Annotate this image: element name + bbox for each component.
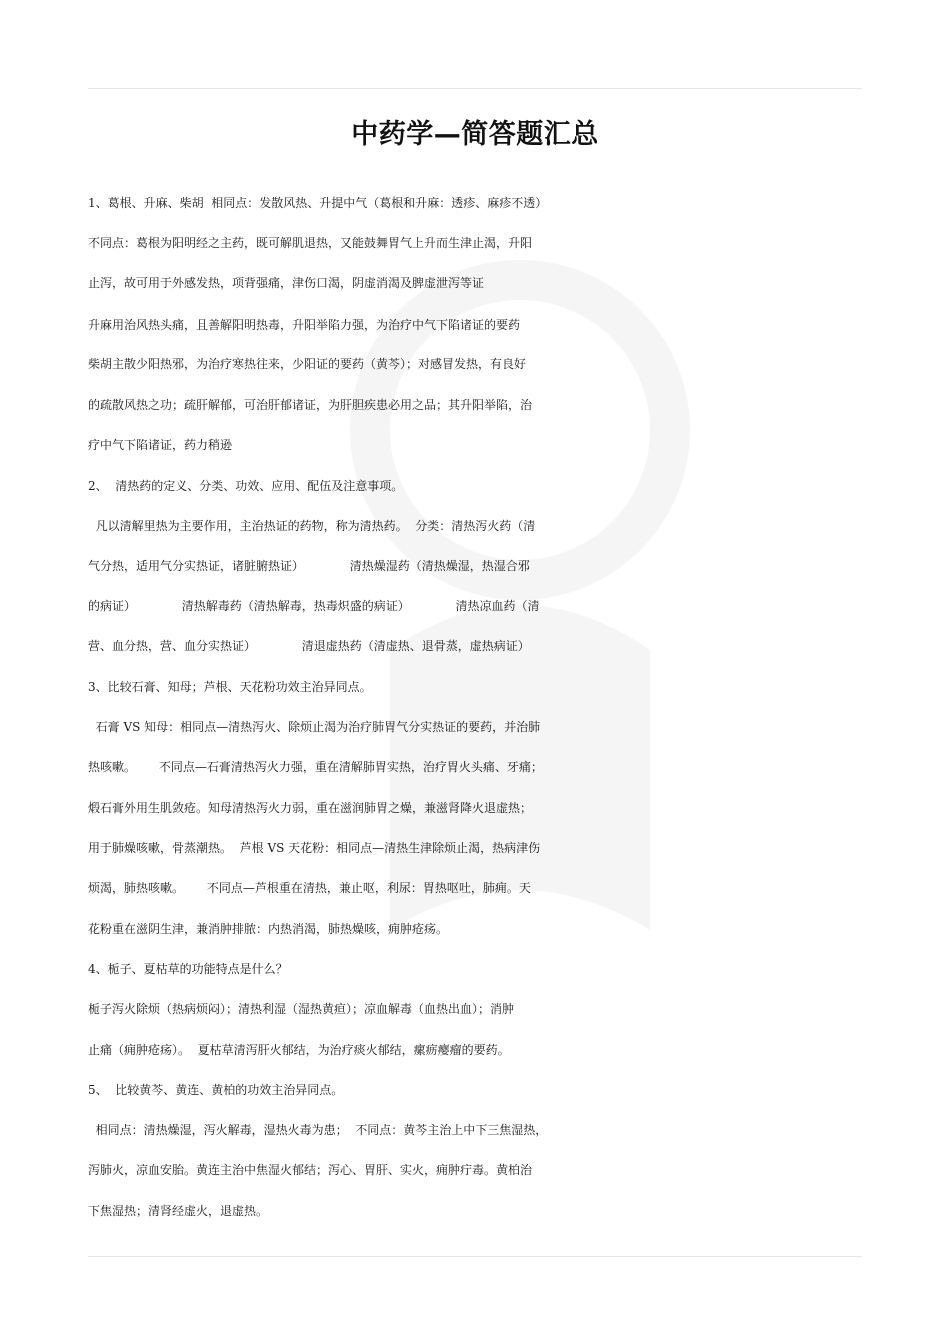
text-line: 热咳嗽。 不同点—石膏清热泻火力强，重在清解肺胃实热，治疗胃火头痛、牙痛； [88, 760, 543, 774]
text-line: 用于肺燥咳嗽，骨蒸潮热。 芦根 VS 天花粉：相同点—清热生津除烦止渴，热病津伤 [88, 841, 541, 855]
text-line: 气分热，适用气分实热证，诸脏腑热证） 清热燥湿药（清热燥湿，热湿合邪 [88, 559, 530, 573]
text-line: 3、比较石膏、知母；芦根、天花粉功效主治异同点。 [88, 680, 372, 694]
text-line: 烦渴，肺热咳嗽。 不同点—芦根重在清热，兼止呕，利尿：胃热呕吐，肺痈。天 [88, 881, 531, 895]
text-line: 5、 比较黄芩、黄连、黄柏的功效主治异同点。 [88, 1083, 344, 1097]
text-line: 凡以清解里热为主要作用，主治热证的药物，称为清热药。 分类：清热泻火药（清 [88, 519, 536, 533]
text-line: 止痛（痈肿疮疡）。 夏枯草清泻肝火郁结，为治疗痰火郁结，瘰疬瘿瘤的要药。 [88, 1043, 510, 1057]
top-divider [88, 88, 862, 89]
text-line: 花粉重在滋阴生津，兼消肿排脓：内热消渴，肺热燥咳，痈肿疮疡。 [88, 922, 449, 936]
text-line: 的疏散风热之功；疏肝解郁，可治肝郁诸证，为肝胆疾患必用之品；其升阳举陷，治 [88, 398, 533, 412]
page-title: 中药学—简答题汇总 [351, 119, 599, 150]
text-line: 煅石膏外用生肌敛疮。知母清热泻火力弱，重在滋润肺胃之燥，兼滋肾降火退虚热； [88, 801, 533, 815]
text-line: 1、葛根、升麻、柴胡 相同点：发散风热、升提中气（葛根和升麻：透疹、麻疹不透） [88, 196, 548, 210]
text-line: 2、 清热药的定义、分类、功效、应用、配伍及注意事项。 [88, 479, 404, 493]
text-line: 不同点：葛根为阳明经之主药，既可解肌退热，又能鼓舞胃气上升而生津止渴，升阳 [88, 236, 533, 250]
text-line: 下焦湿热；清肾经虚火，退虚热。 [88, 1204, 269, 1218]
text-line: 疗中气下陷诸证，药力稍逊 [88, 438, 233, 452]
text-line: 营、血分热，营、血分实热证） 清退虚热药（清虚热、退骨蒸，虚热病证） [88, 639, 530, 653]
text-line: 4、栀子、夏枯草的功能特点是什么？ [88, 962, 288, 976]
text-line: 升麻用治风热头痛，且善解阳明热毒，升阳举陷力强，为治疗中气下陷诸证的要药 [88, 318, 521, 332]
text-line: 栀子泻火除烦（热病烦闷）；清热利湿（湿热黄疸）；凉血解毒（血热出血）；消肿 [88, 1002, 515, 1016]
text-line: 相同点：清热燥湿，泻火解毒，湿热火毒为患； 不同点：黄芩主治上中下三焦湿热， [88, 1123, 548, 1137]
text-line: 泻肺火，凉血安胎。黄连主治中焦湿火郁结；泻心、胃肝、实火，痈肿疔毒。黄柏治 [88, 1163, 533, 1177]
bottom-divider [88, 1256, 862, 1257]
text-line: 柴胡主散少阳热邪，为治疗寒热往来，少阳证的要药（黄芩）；对感冒发热，有良好 [88, 357, 527, 371]
text-line: 的病证） 清热解毒药（清热解毒，热毒炽盛的病证） 清热凉血药（清 [88, 599, 540, 613]
text-line: 止泻，故可用于外感发热，项背强痛，津伤口渴，阴虚消渴及脾虚泄泻等证 [88, 276, 485, 290]
text-line: 石膏 VS 知母：相同点—清热泻火、除烦止渴为治疗肺胃气分实热证的要药，并治肺 [88, 720, 541, 734]
